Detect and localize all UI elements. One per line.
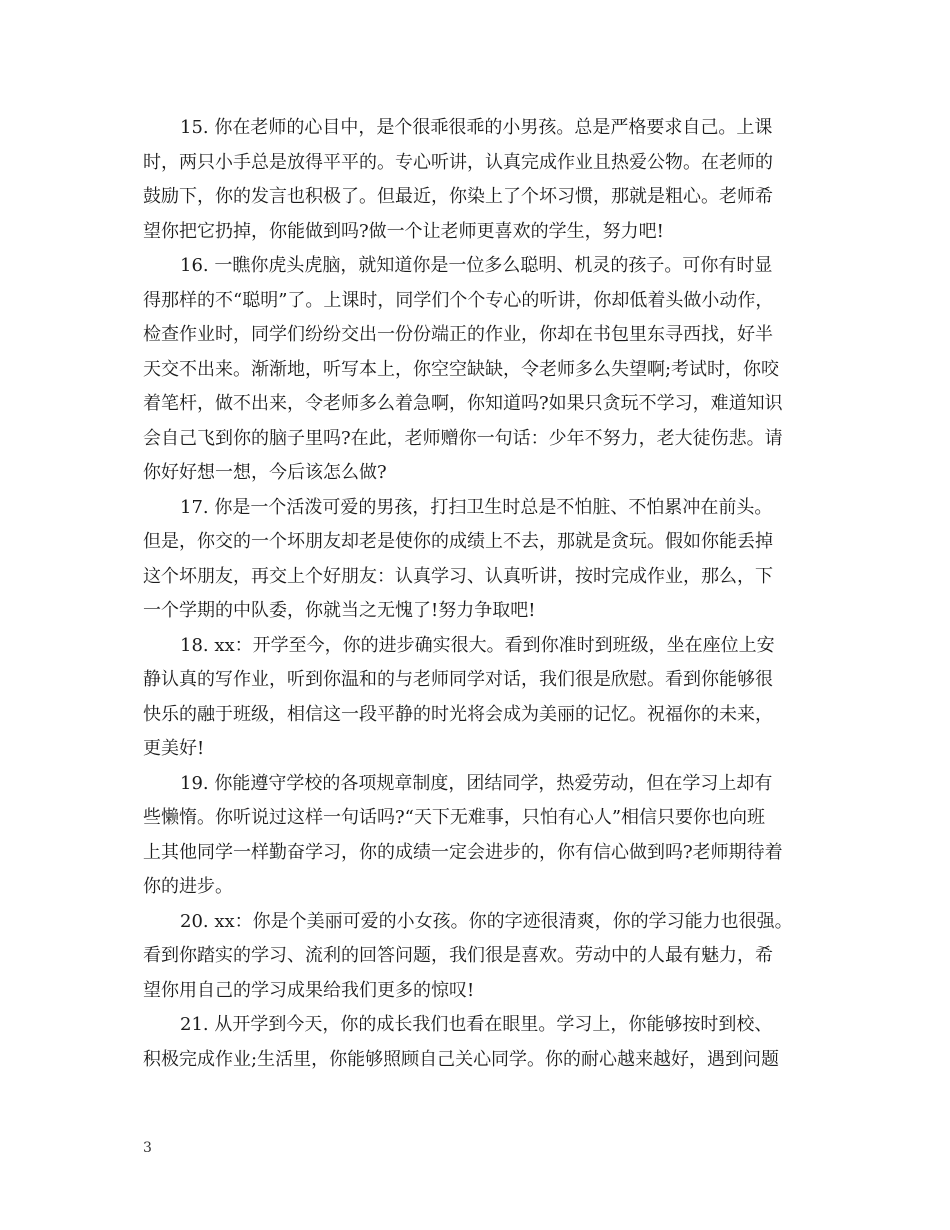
text-line: 积极完成作业;生活里，你能够照顾自己关心同学。你的耐心越来越好，遇到问题 — [143, 1048, 780, 1070]
text-line: 但是，你交的一个坏朋友却老是使你的成绩上不去，那就是贪玩。假如你能丢掉 — [143, 531, 773, 552]
text-line: 21. 从开学到今天，你的成长我们也看在眼里。学习上，你能够按时到校、 — [180, 1014, 773, 1035]
text-line: 会自己飞到你的脑子里吗?在此，老师赠你一句话：少年不努力，老大徒伤悲。请 — [143, 427, 783, 449]
text-line: 快乐的融于班级，相信这一段平静的时光将会成为美丽的记忆。祝福你的未来， — [143, 703, 773, 725]
text-line: 时，两只小手总是放得平平的。专心听讲，认真完成作业且热爱公物。在老师的 — [143, 151, 773, 173]
text-line: 着笔杆，做不出来，令老师多么着急啊，你知道吗?如果只贪玩不学习，难道知识 — [143, 393, 783, 414]
document-body — [143, 111, 813, 1077]
text-line: 望你用自己的学习成果给我们更多的惊叹! — [143, 979, 475, 1001]
text-line: 这个坏朋友，再交上个好朋友：认真学习、认真听讲，按时完成作业，那么，下 — [143, 565, 773, 587]
paragraph-16 — [143, 249, 813, 491]
text-line: 静认真的写作业，听到你温和的与老师同学对话，我们很是欣慰。看到你能够很 — [143, 669, 773, 690]
text-line: 一个学期的中队委，你就当之无愧了!努力争取吧! — [143, 600, 536, 621]
text-line: 检查作业时，同学们纷纷交出一份份端正的作业，你却在书包里东寻西找，好半 — [143, 324, 773, 345]
text-line: 17. 你是一个活泼可爱的男孩，打扫卫生时总是不怕脏、不怕累冲在前头。 — [180, 496, 773, 518]
text-line: 你好好想一想，今后该怎么做? — [143, 462, 387, 483]
text-line: 些懒惰。你听说过这样一句话吗?“天下无难事，只怕有心人”相信只要你也向班 — [143, 807, 766, 828]
text-line: 天交不出来。渐渐地，听写本上，你空空缺缺，令老师多么失望啊;考试时，你咬 — [143, 358, 780, 380]
text-line: 16. 一瞧你虎头虎脑，就知道你是一位多么聪明、机灵的孩子。可你有时显 — [180, 255, 773, 276]
text-line: 更美好! — [143, 738, 205, 759]
text-line: 得那样的不“聪明”了。上课时，同学们个个专心的听讲，你却低着头做小动作， — [143, 289, 774, 311]
text-line: 15. 你在老师的心目中，是个很乖很乖的小男孩。总是严格要求自己。上课 — [180, 117, 773, 138]
paragraph-20 — [143, 905, 813, 1009]
paragraph-18 — [143, 629, 813, 767]
text-line: 上其他同学一样勤奋学习，你的成绩一定会进步的，你有信心做到吗?老师期待着 — [143, 841, 783, 863]
paragraph-17 — [143, 491, 813, 629]
paragraph-19 — [143, 767, 813, 905]
text-line: 看到你踏实的学习、流利的回答问题，我们很是喜欢。劳动中的人最有魅力，希 — [143, 945, 773, 966]
text-line: 鼓励下，你的发言也积极了。但最近，你染上了个坏习惯，那就是粗心。老师希 — [143, 186, 773, 207]
text-line: 望你把它扔掉，你能做到吗?做一个让老师更喜欢的学生，努力吧! — [143, 220, 664, 242]
text-line: 你的进步。 — [143, 876, 233, 897]
paragraph-21 — [143, 1008, 813, 1077]
text-line: 20. xx：你是个美丽可爱的小女孩。你的字迹很清爽，你的学习能力也很强。 — [180, 910, 793, 932]
text-line: 19. 你能遵守学校的各项规章制度，团结同学，热爱劳动，但在学习上却有 — [180, 772, 773, 794]
page-number: 3 — [143, 1140, 152, 1156]
text-line: 18. xx：开学至今，你的进步确实很大。看到你准时到班级，坐在座位上安 — [180, 634, 775, 656]
paragraph-15 — [143, 111, 813, 249]
